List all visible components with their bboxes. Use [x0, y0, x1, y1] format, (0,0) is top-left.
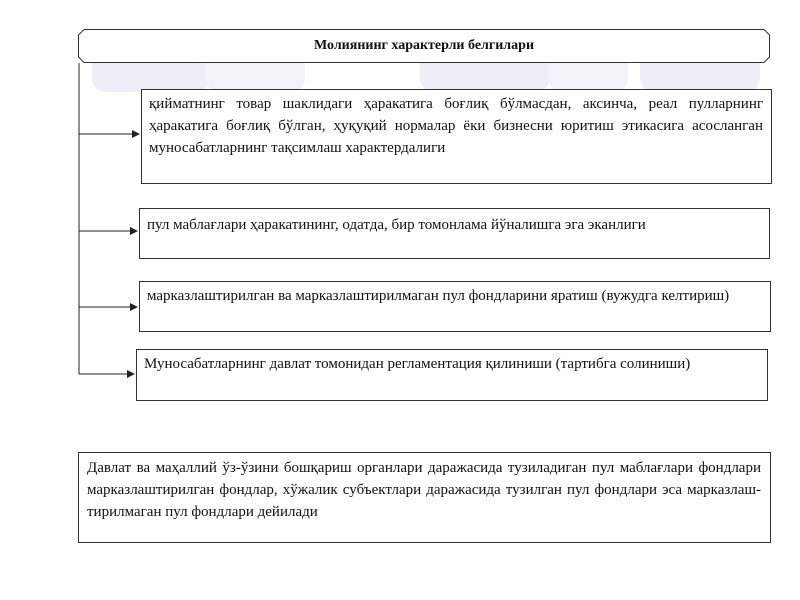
feature-box-1 [141, 89, 772, 184]
definition-note-text: Давлат ва маҳаллий ўз-ўзини бошқариш органлари даражасида тузиладиган пул маблағлари фондлари марказлаштирилган фондлар, хўжалик субъектлари даражасида тузилган пул фондлари эса марказлаш-тирилмаган пул фондлари дейилади [87, 460, 761, 520]
diagram-title: Молиянинг характерли белгилари [313, 38, 535, 53]
feature-text-1: қийматнинг товар шаклидаги ҳаракатига боғлиқ бўлмасдан, аксинча, реал пулларнинг ҳаракатига боғлиқ бўлган, ҳуқуқий нормалар ёки бизнесни юритиш этикасига асосланган муносабатларнинг тақсимлаш характердалиги [149, 96, 763, 156]
diagram-title-box [78, 29, 770, 63]
feature-text-4: Муносабатларнинг давлат томонидан регламентация қилиниши (тартибга солиниши) [144, 356, 691, 372]
feature-box-4 [136, 349, 768, 401]
definition-note-box [78, 452, 771, 543]
feature-text-3: марказлаштирилган ва марказлаштирилмаган пул фондларини яратиш (вужудга келтириш) [147, 288, 730, 304]
feature-box-2 [139, 208, 770, 259]
feature-text-2: пул маблағлари ҳаракатининг, одатда, бир томонлама йўналишга эга эканлиги [147, 217, 646, 233]
feature-box-3 [139, 281, 771, 332]
